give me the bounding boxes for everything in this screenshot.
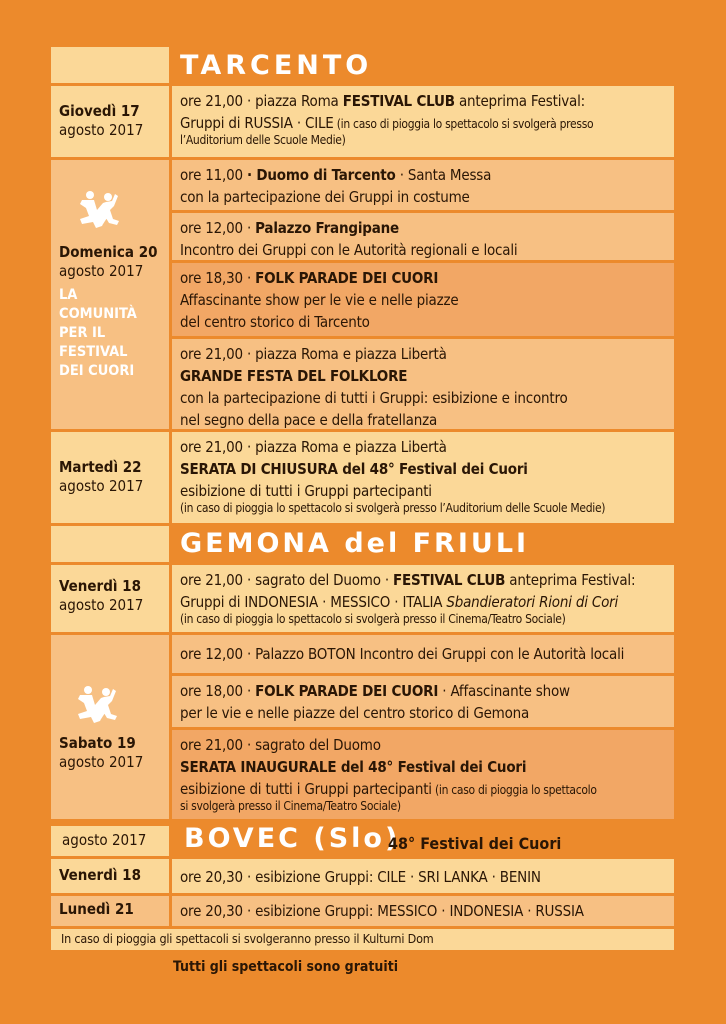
- day-label: Sabato 19: [59, 734, 136, 752]
- event-bovec-mon: ore 20,30 · esibizione Gruppi: MESSICO · INDONESIA · RUSSIA: [172, 896, 674, 926]
- gemona-title: GEMONA del FRIULI: [180, 528, 530, 559]
- community-note: LA COMUNITÀ PER IL FESTIVAL DEI CUORI: [59, 287, 137, 379]
- tarcento-title: TARCENTO: [180, 50, 373, 81]
- tarcento-header-corner: [51, 47, 169, 83]
- free-entry-note: Tutti gli spettacoli sono gratuiti: [173, 959, 399, 975]
- date-label: agosto 2017: [59, 262, 144, 280]
- event-tarcento-thu-1: ore 21,00 · piazza Roma FESTIVAL CLUB anteprima Festival: Gruppi di RUSSIA · CILE (in caso di pioggia lo spettacolo si svolgerà presso l’Auditorium delle Scuole Medie): [172, 86, 674, 157]
- day-cell-monday-bovec: Lunedì 21: [51, 896, 169, 926]
- dancers-icon: [77, 188, 123, 234]
- event-bovec-fri: ore 20,30 · esibizione Gruppi: CILE · SRI LANKA · BENIN: [172, 859, 674, 893]
- day-label: Venerdì 18: [59, 577, 141, 595]
- day-label: Martedì 22: [59, 458, 142, 476]
- day-cell-friday-bovec: Venerdì 18: [51, 859, 169, 893]
- day-cell-saturday: [51, 635, 169, 819]
- date-label: agosto 2017: [59, 477, 144, 495]
- date-label: agosto 2017: [59, 596, 144, 614]
- day-cell-friday-gemona: [51, 565, 169, 632]
- day-cell-thursday: [51, 86, 169, 157]
- event-gemona-sat-2: ore 18,00 · FOLK PARADE DEI CUORI · Affascinante show per le vie e nelle piazze del centro storico di Gemona: [172, 676, 674, 727]
- day-label: Giovedì 17: [59, 102, 140, 120]
- event-tarcento-sun-4: ore 21,00 · piazza Roma e piazza Libertà GRANDE FESTA DEL FOLKLORE con la partecipazione di tutti i Gruppi: esibizione e incontro nel segno della pace e della fratellanza: [172, 339, 674, 429]
- event-gemona-sat-1: ore 12,00 · Palazzo BOTON Incontro dei Gruppi con le Autorità locali: [172, 635, 674, 673]
- dancers-icon: [75, 683, 121, 729]
- day-cell-tuesday: [51, 432, 169, 523]
- event-tarcento-tue-1: ore 21,00 · piazza Roma e piazza Libertà SERATA DI CHIUSURA del 48° Festival dei Cuori esibizione di tutti i Gruppi partecipanti (in caso di pioggia lo spettacolo si svolgerà presso l’Auditorium delle Scuole Medie): [172, 432, 674, 523]
- bovec-title: BOVEC (Slo): [184, 823, 401, 854]
- event-gemona-sat-3: ore 21,00 · sagrato del Duomo SERATA INAUGURALE del 48° Festival dei Cuori esibizione di tutti i Gruppi partecipanti (in caso di pioggia lo spettacolo si svolgerà presso il Cinema/Teatro Sociale): [172, 730, 674, 819]
- date-label: agosto 2017: [59, 753, 144, 771]
- day-cell-sunday: [51, 160, 169, 429]
- bovec-subtitle: 48° Festival dei Cuori: [388, 834, 562, 853]
- event-gemona-fri-1: ore 21,00 · sagrato del Duomo · FESTIVAL CLUB anteprima Festival: Gruppi di INDONESIA · MESSICO · ITALIA Sbandieratori Rioni di Cori (in caso di pioggia lo spettacolo si svolgerà presso il Cinema/Teatro Sociale): [172, 565, 674, 632]
- day-label: Domenica 20: [59, 243, 158, 261]
- rain-note: In caso di pioggia gli spettacoli si svolgeranno presso il Kulturni Dom: [51, 929, 674, 950]
- date-label: agosto 2017: [59, 121, 144, 139]
- gemona-header-corner: [51, 526, 169, 562]
- bovec-date-cell: agosto 2017: [51, 826, 169, 856]
- event-tarcento-sun-2: ore 12,00 · Palazzo Frangipane Incontro dei Gruppi con le Autorità regionali e locali: [172, 213, 674, 260]
- event-tarcento-sun-3: ore 18,30 · FOLK PARADE DEI CUORI Affascinante show per le vie e nelle piazze del centro storico di Tarcento: [172, 263, 674, 336]
- event-tarcento-sun-1: ore 11,00 · Duomo di Tarcento · Santa Messa con la partecipazione dei Gruppi in costume: [172, 160, 674, 210]
